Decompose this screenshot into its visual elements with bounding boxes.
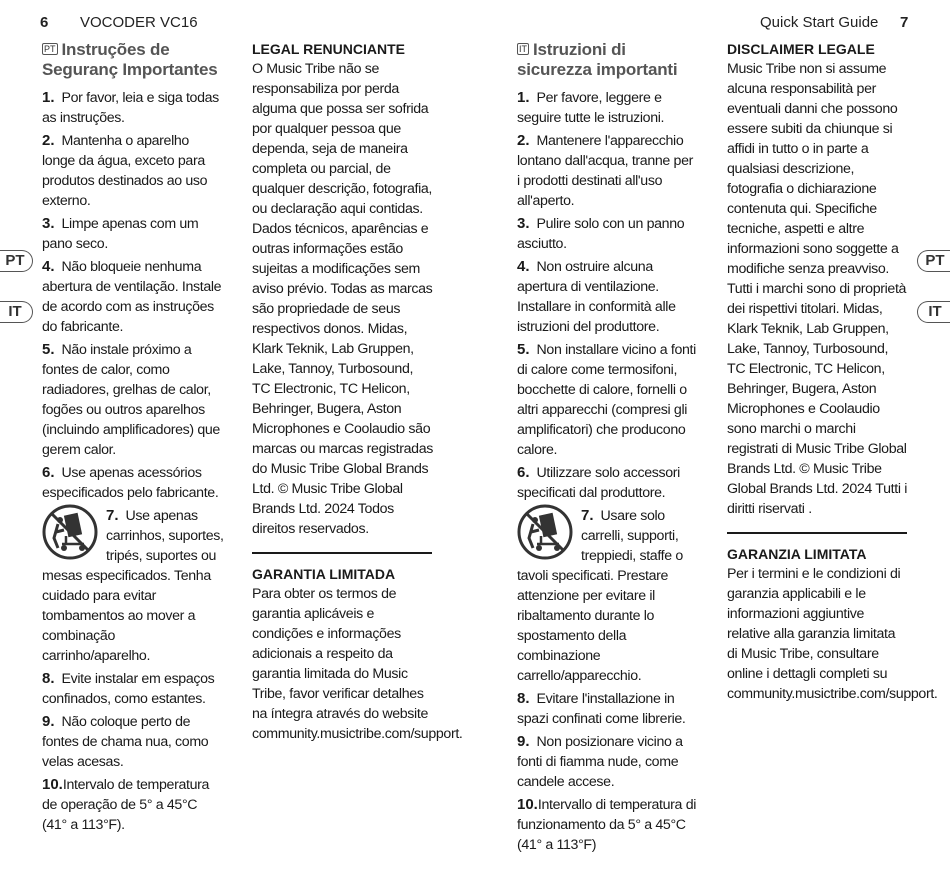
cart-tip-over-warning-icon (42, 504, 98, 560)
list-item: 9. Non posizionare vicino a fonti di fiamma nude, come candele accese. (517, 733, 683, 790)
list-item: 10.Intervallo di temperatura di funzionamento da 5° a 45°C (41° a 113°F) (517, 796, 697, 853)
pt-warranty-text: Para obter os termos de garantia aplicáveis e condições e informações adicionais a respeito da garantia limitada do Music Tribe, favor verificar detalhes na íntegra através do website community.musictribe.com/support. (252, 586, 463, 742)
list-item: 2. Mantenha o aparelho longe da água, exceto para produtos destinados ao uso externo. (42, 132, 208, 209)
pt-safety-title: Instruções de Seguranç Importantes (42, 40, 218, 79)
pt-legal-text: O Music Tribe não se responsabiliza por perda alguma que possa ser sofrida por qualquer pessoa que dependa, seja de maneira completa ou parcial, de qualquer descrição, fotografia, ou declaração aqui contidas. Dados técnicos, aparências e outras informações estão sujeitas a modificações sem aviso prévio. Todas as marcas são propriedade de seus respectivos donos. Midas, Klark Teknik, Lab Gruppen, Lake, Tannoy, Turbosound, TC Electronic, TC Helicon, Behringer, Bugera, Aston Microphones e Coolaudio são marcas ou marcas registradas do Music Tribe Global Brands Ltd. © Music Tribe Global Brands Ltd. 2024 Todos direitos reservados. (252, 61, 434, 537)
list-item: 5. Não instale próximo a fontes de calor, como radiadores, grelhas de calor, fogões ou outros aparelhos (incluindo amplificadores) que gerem calor. (42, 341, 220, 458)
pt-safety-section (42, 40, 224, 838)
divider (727, 532, 907, 534)
right-header-title: Quick Start Guide (760, 14, 879, 31)
pt-safety-heading (42, 40, 224, 80)
pt-legal-section (252, 39, 463, 747)
list-item: 6. Utilizzare solo accessori specificati dal produttore. (517, 464, 680, 501)
left-page-number: 6 (40, 14, 49, 31)
pt-flag-badge: PT (44, 44, 56, 54)
it-safety-heading (517, 40, 699, 80)
left-header-title: VOCODER VC16 (80, 14, 198, 31)
list-item: 8. Evitare l'installazione in spazi confinati come librerie. (517, 690, 686, 727)
it-legal-text: Music Tribe non si assume alcuna responsabilità per eventuali danni che possono essere subiti da chiunque si affidi in tutto o in parte a qualsiasi descrizione, fotografia o dichiarazione contenuta qui. Specifiche tecniche, aspetti e altre informazioni sono soggette a modifiche senza preavviso. Tutti i marchi sono di proprietà dei rispettivi titolari. Midas, Klark Teknik, Lab Gruppen, Lake, Tannoy, Turbosound, TC Electronic, TC Helicon, Behringer, Bugera, Aston Microphones e Coolaudio sono marchi o marchi registrati di Music Tribe Global Brands Ltd. © Music Tribe Global Brands Ltd. 2024 Tutti i diritti riservati . (727, 61, 908, 517)
list-item: 10.Intervalo de temperatura de operação de 5° a 45°C (41° a 113°F). (42, 776, 210, 833)
right-page-number: 7 (900, 14, 909, 31)
list-item: 3. Pulire solo con un panno asciutto. (517, 215, 685, 252)
cart-tip-over-warning-icon (517, 504, 573, 560)
list-item: 1. Por favor, leia e siga todas as instruções. (42, 89, 219, 126)
pt-legal-heading: LEGAL RENUNCIANTE (252, 41, 405, 57)
it-legal-heading: DISCLAIMER LEGALE (727, 41, 875, 57)
list-item: 3. Limpe apenas com um pano seco. (42, 215, 199, 252)
list-item: 9. Não coloque perto de fontes de chama nua, como velas acesas. (42, 713, 209, 770)
it-warranty-text: Per i termini e le condizioni di garanzia applicabili e le informazioni aggiuntive relative alla garanzia limitata di Music Tribe, consultare online i dettagli completi su community.musictribe.com/support. (727, 566, 938, 702)
it-warranty-heading: GARANZIA LIMITATA (727, 546, 867, 562)
it-safety-section (517, 40, 699, 858)
list-item: 5. Non installare vicino a fonti di calore come termosifoni, bocchette di calore, fornelli o altri apparecchi (compresi gli amplificatori) che producono calore. (517, 341, 696, 458)
list-item: 2. Mantenere l'apparecchio lontano dall'acqua, tranne per i prodotti destinati all'uso all'aperto. (517, 132, 693, 209)
list-item: 6. Use apenas acessórios especificados pelo fabricante. (42, 464, 219, 501)
divider (252, 552, 432, 554)
list-item: 1. Per favore, leggere e seguire tutte le istruzioni. (517, 89, 665, 126)
list-item: 7. Use apenas carrinhos, suportes, tripés, suportes ou mesas especificados. Tenha cuidado para evitar tombamentos ao mover a combinação carrinho/aparelho. (42, 506, 224, 666)
side-tab-pt-left: PT (0, 250, 33, 272)
side-tab-it-left: IT (0, 301, 33, 323)
side-tab-it-right: IT (917, 301, 950, 323)
list-item: 8. Evite instalar em espaços confinados, como estantes. (42, 670, 215, 707)
it-safety-title: Istruzioni di sicurezza importanti (517, 40, 678, 79)
side-tab-pt-right: PT (917, 250, 950, 272)
it-flag-badge: IT (519, 44, 527, 54)
pt-warranty-heading: GARANTIA LIMITADA (252, 566, 396, 582)
list-item: 4. Non ostruire alcuna apertura di ventilazione. Installare in conformità alle istruzioni del produttore. (517, 258, 676, 335)
list-item: 4. Não bloqueie nenhuma abertura de ventilação. Instale de acordo com as instruções do fabricante. (42, 258, 222, 335)
list-item: 7. Usare solo carrelli, supporti, treppiedi, staffe o tavoli specificati. Prestare attenzione per evitare il ribaltamento durante lo spostamento della combinazione carrello/apparecchio. (517, 506, 699, 686)
